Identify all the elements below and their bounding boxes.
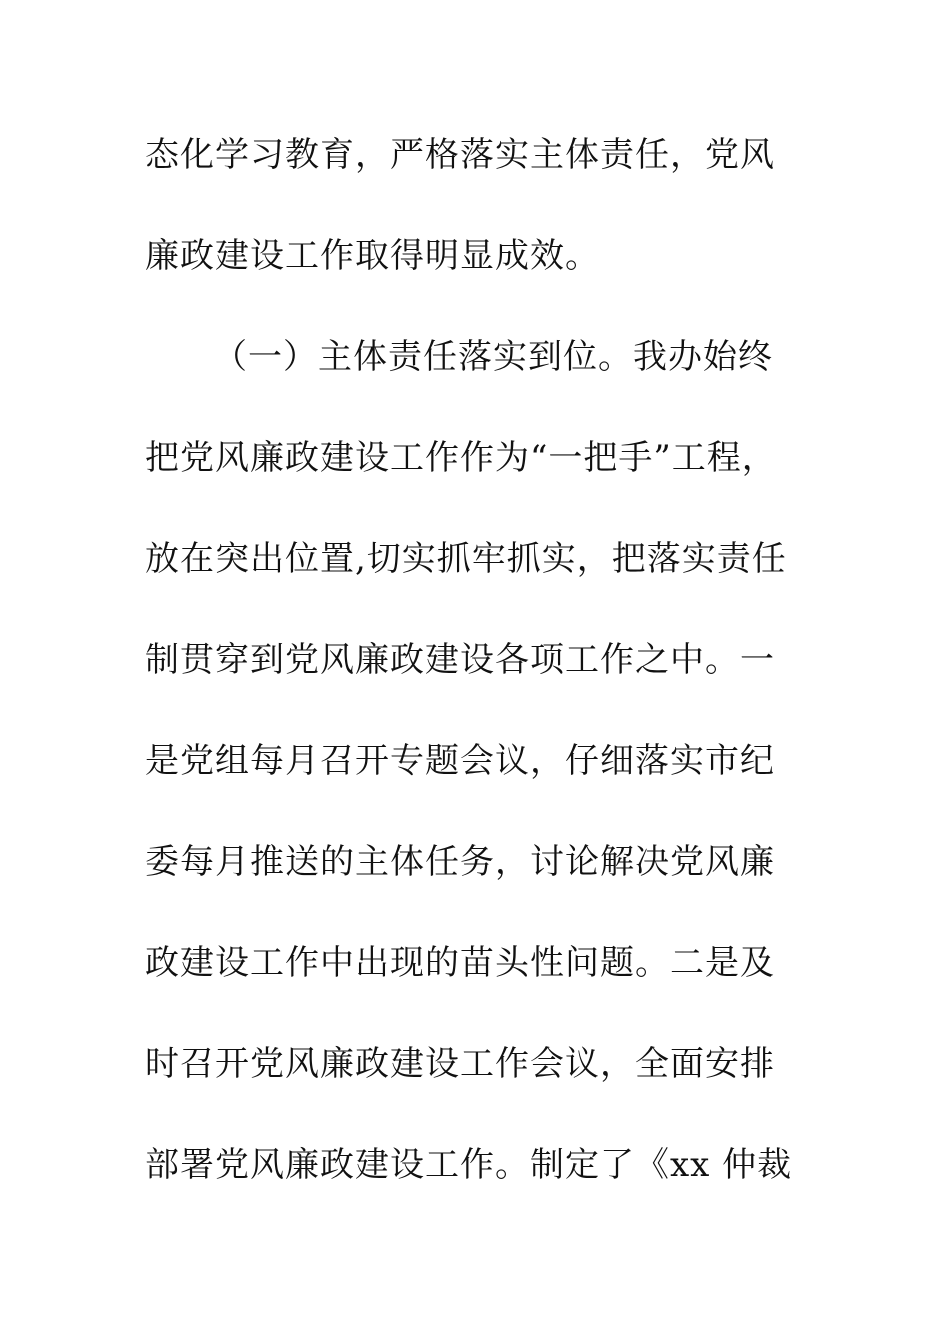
text-line-6: 制贯穿到党风廉政建设各项工作之中。一: [145, 640, 775, 680]
document-body-text: [145, 118, 825, 1229]
text-line-9: 政建设工作中出现的苗头性问题。二是及: [145, 943, 775, 983]
text-line-1: 态化学习教育，严格落实主体责任，党风: [145, 135, 775, 175]
text-line-4: 把党风廉政建设工作作为“一把手”工程，: [145, 438, 777, 478]
text-line-3-paragraph-start: （一）主体责任落实到位。我办始终: [213, 337, 773, 377]
text-line-2: 廉政建设工作取得明显成效。: [145, 236, 600, 276]
text-line-7: 是党组每月召开专题会议，仔细落实市纪: [145, 741, 775, 781]
text-line-5: 放在突出位置,切实抓牢抓实，把落实责任: [145, 539, 787, 579]
text-line-10: 时召开党风廉政建设工作会议，全面安排: [145, 1044, 775, 1084]
text-line-11: 部署党风廉政建设工作。制定了《xx 仲裁: [145, 1145, 793, 1185]
text-line-8: 委每月推送的主体任务，讨论解决党风廉: [145, 842, 775, 882]
